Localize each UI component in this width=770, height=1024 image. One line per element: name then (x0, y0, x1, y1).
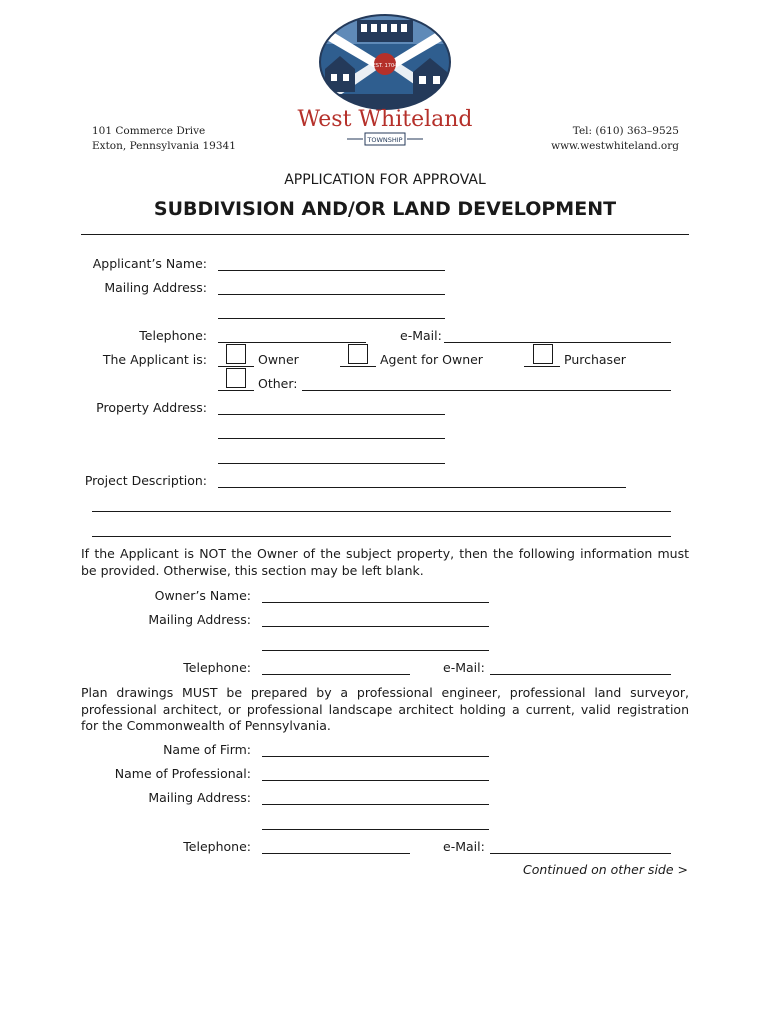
logo-subtitle: TOWNSHIP (367, 136, 403, 144)
other-underline (218, 390, 254, 391)
professional-intro-line-1: Plan drawings MUST be prepared by a professional engineer, professional land surveyor, (81, 685, 689, 700)
township-address (92, 124, 236, 154)
owner-checkbox[interactable] (226, 344, 246, 364)
agent-option-label: Agent for Owner (380, 352, 483, 367)
owner-name-field[interactable] (262, 602, 489, 603)
other-option-label: Other: (258, 376, 298, 391)
applicant-telephone-label: Telephone: (139, 328, 207, 343)
professional-mailing-label: Mailing Address: (148, 790, 251, 805)
professional-intro-line-2: professional architect, or professional landscape architect holding a current, valid registration (81, 701, 689, 717)
professional-name-field[interactable] (262, 780, 489, 781)
township-website: www.westwhiteland.org (551, 140, 679, 152)
address-line-1: 101 Commerce Drive (92, 125, 206, 137)
professional-email-label: e-Mail: (443, 839, 485, 854)
applicant-name-field[interactable] (218, 270, 445, 271)
other-checkbox[interactable] (226, 368, 246, 388)
owner-option-label: Owner (258, 352, 299, 367)
owner-name-label: Owner’s Name: (154, 588, 251, 603)
owner-email-field[interactable] (490, 674, 671, 675)
title-divider (81, 234, 689, 235)
purchaser-option-label: Purchaser (564, 352, 626, 367)
owner-mailing-field-1[interactable] (262, 626, 489, 627)
applicant-mailing-field-2[interactable] (218, 318, 445, 319)
professional-intro-line-3: for the Commonwealth of Pennsylvania. (81, 718, 331, 733)
applicant-email-field[interactable] (444, 342, 671, 343)
property-address-field-1[interactable] (218, 414, 445, 415)
owner-section-intro (81, 546, 689, 579)
township-logo (295, 14, 475, 154)
professional-telephone-field[interactable] (262, 853, 410, 854)
applicant-email-label: e-Mail: (400, 328, 442, 343)
professional-section-intro (81, 685, 689, 735)
applicant-telephone-field[interactable] (218, 342, 366, 343)
applicant-name-label: Applicant’s Name: (92, 256, 207, 271)
project-description-field-1[interactable] (218, 487, 626, 488)
other-field[interactable] (302, 390, 671, 391)
project-description-label: Project Description: (84, 473, 207, 488)
owner-telephone-field[interactable] (262, 674, 410, 675)
professional-mailing-field-2[interactable] (262, 829, 489, 830)
owner-underline (218, 366, 254, 367)
project-description-field-2[interactable] (92, 511, 671, 512)
agent-checkbox[interactable] (348, 344, 368, 364)
logo-wordmark: West Whiteland (297, 107, 473, 132)
agent-underline (340, 366, 376, 367)
logo-badge-text: EST. 1704 (372, 63, 398, 69)
owner-intro-line-2: be provided. Otherwise, this section may be left blank. (81, 562, 424, 578)
property-address-field-3[interactable] (218, 463, 445, 464)
professional-telephone-label: Telephone: (183, 839, 251, 854)
project-description-field-3[interactable] (92, 536, 671, 537)
firm-name-field[interactable] (262, 756, 489, 757)
professional-mailing-field-1[interactable] (262, 804, 489, 805)
firm-name-label: Name of Firm: (163, 742, 251, 757)
continued-note: Continued on other side > (523, 862, 688, 877)
applicant-mailing-field-1[interactable] (218, 294, 445, 295)
applicant-mailing-label: Mailing Address: (104, 280, 207, 295)
owner-email-label: e-Mail: (443, 660, 485, 675)
form-title: SUBDIVISION AND/OR LAND DEVELOPMENT (153, 198, 617, 220)
purchaser-checkbox[interactable] (533, 344, 553, 364)
professional-name-label: Name of Professional: (114, 766, 251, 781)
township-contact (551, 124, 679, 154)
township-telephone: Tel: (610) 363–9525 (572, 125, 679, 137)
form-heading: APPLICATION FOR APPROVAL (284, 172, 486, 188)
professional-email-field[interactable] (490, 853, 671, 854)
applicant-type-label: The Applicant is: (102, 352, 207, 367)
owner-telephone-label: Telephone: (183, 660, 251, 675)
township-seal-graphic (295, 14, 475, 154)
property-address-label: Property Address: (96, 400, 207, 415)
owner-mailing-label: Mailing Address: (148, 612, 251, 627)
address-line-2: Exton, Pennsylvania 19341 (92, 140, 236, 152)
purchaser-underline (524, 366, 560, 367)
property-address-field-2[interactable] (218, 438, 445, 439)
owner-mailing-field-2[interactable] (262, 650, 489, 651)
owner-intro-line-1: If the Applicant is NOT the Owner of the subject property, then the following information must (81, 546, 689, 561)
